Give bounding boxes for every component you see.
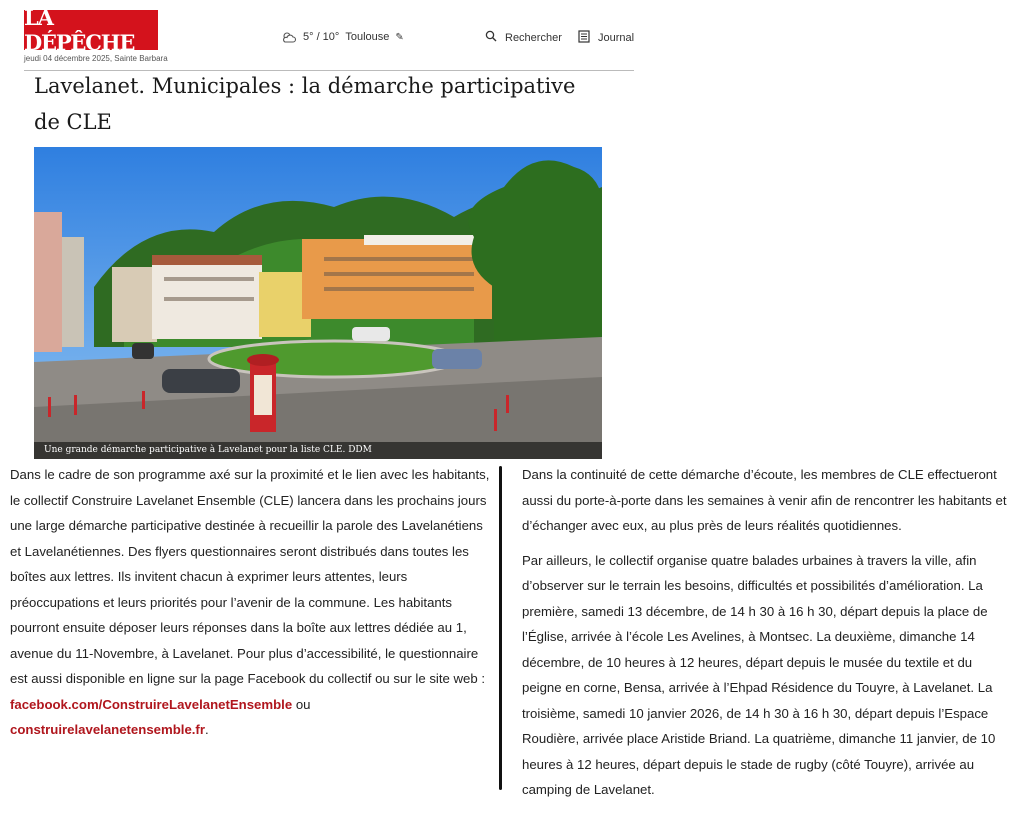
partly-cloudy-icon [281,30,297,44]
connector-text: ou [292,696,311,712]
pencil-icon[interactable]: ✎ [395,31,404,43]
weather-temps: 5° / 10° [303,31,340,43]
journal-link[interactable] [578,30,634,46]
journal-label: Journal [598,32,635,44]
paragraph: Par ailleurs, le collectif organise quatre balades urbaines à travers la ville, afin d’observer sur le terrain les besoins, difficultés et possibilités d’amélioration. La première, samedi 13 décembre, de 14 h 30 à 16 h 30, départ depuis la place de l’Église, arrivée à l’école Les Avelines, à Montsec. La deuxième, dimanche 14 décembre, de 10 heures à 12 heures, départ depuis le musée du textile et du peigne en corne, Bensa, arrivée à l’Ehpad Résidence du Touyre, à Lavelanet. La troisième, samedi 10 janvier 2026, de 14 h 30 à 16 h 30, départ depuis l’Espace Roudière, arrivée place Aristide Briand. La quatrième, dimanche 11 janvier, de 10 heures à 12 heures, départ depuis le stade de rugby (côté Touyre), arrivée au camping de Lavelanet. [522,552,996,797]
logo-text: LA DÉPÊCHE [24,5,135,55]
end-punctuation: . [204,722,209,737]
facebook-link[interactable]: facebook.com/ConstruireLavelanetEnsemble [10,696,293,712]
site-header [0,0,640,72]
website-link[interactable]: construirelavelanetensemble.fr [10,722,205,737]
weather-widget[interactable] [281,30,404,44]
article-column-right [522,462,1012,803]
site-logo[interactable] [24,5,158,55]
article-title: Lavelanet. Municipales : la démarche participative de CLE [34,74,576,134]
town-square-illustration [34,147,602,459]
image-caption: Une grande démarche participative à Lavelanet pour la liste CLE. DDM [34,442,602,459]
article-photo[interactable] [34,147,602,459]
paragraph-text: Dans le cadre de son programme axé sur la proximité et le lien avec les habitants, le collectif Construire Lavelanet Ensemble (CLE) lancera dans les prochains jours une large démarche participative destinée à recueillir la parole des Lavelanétiens et Lavelanétiennes. Des flyers questionnaires seront distribués dans toutes les boîtes aux lettres. Ils invitent chacun à exprimer leurs attentes, leurs préoccupations et leurs priorités pour l’avenir de la commune. Les habitants pourront ensuite déposer leurs réponses dans la boîte aux lettres dédiée au 1, avenue du 11-Novembre, à Lavelanet. Pour plus d’accessibilité, le questionnaire est aussi disponible en ligne sur la page Facebook du collectif ou sur le site web : [10,467,490,686]
dateline: jeudi 04 décembre 2025, Sainte Barbara [24,54,168,63]
newspaper-icon [578,30,590,46]
column-divider [499,466,502,790]
paragraph: Dans la continuité de cette démarche d’écoute, les membres de CLE effectueront aussi du porte-à-porte dans les semaines à venir afin de rencontrer les habitants et d’échanger avec eux, au plus près de leurs réalités quotidiennes. [522,467,1007,533]
search-label: Rechercher [505,31,562,44]
search-icon [485,30,497,45]
weather-city: Toulouse [345,31,390,43]
paragraph [10,462,495,743]
search-link[interactable] [485,30,562,45]
article-column-left [10,462,495,743]
